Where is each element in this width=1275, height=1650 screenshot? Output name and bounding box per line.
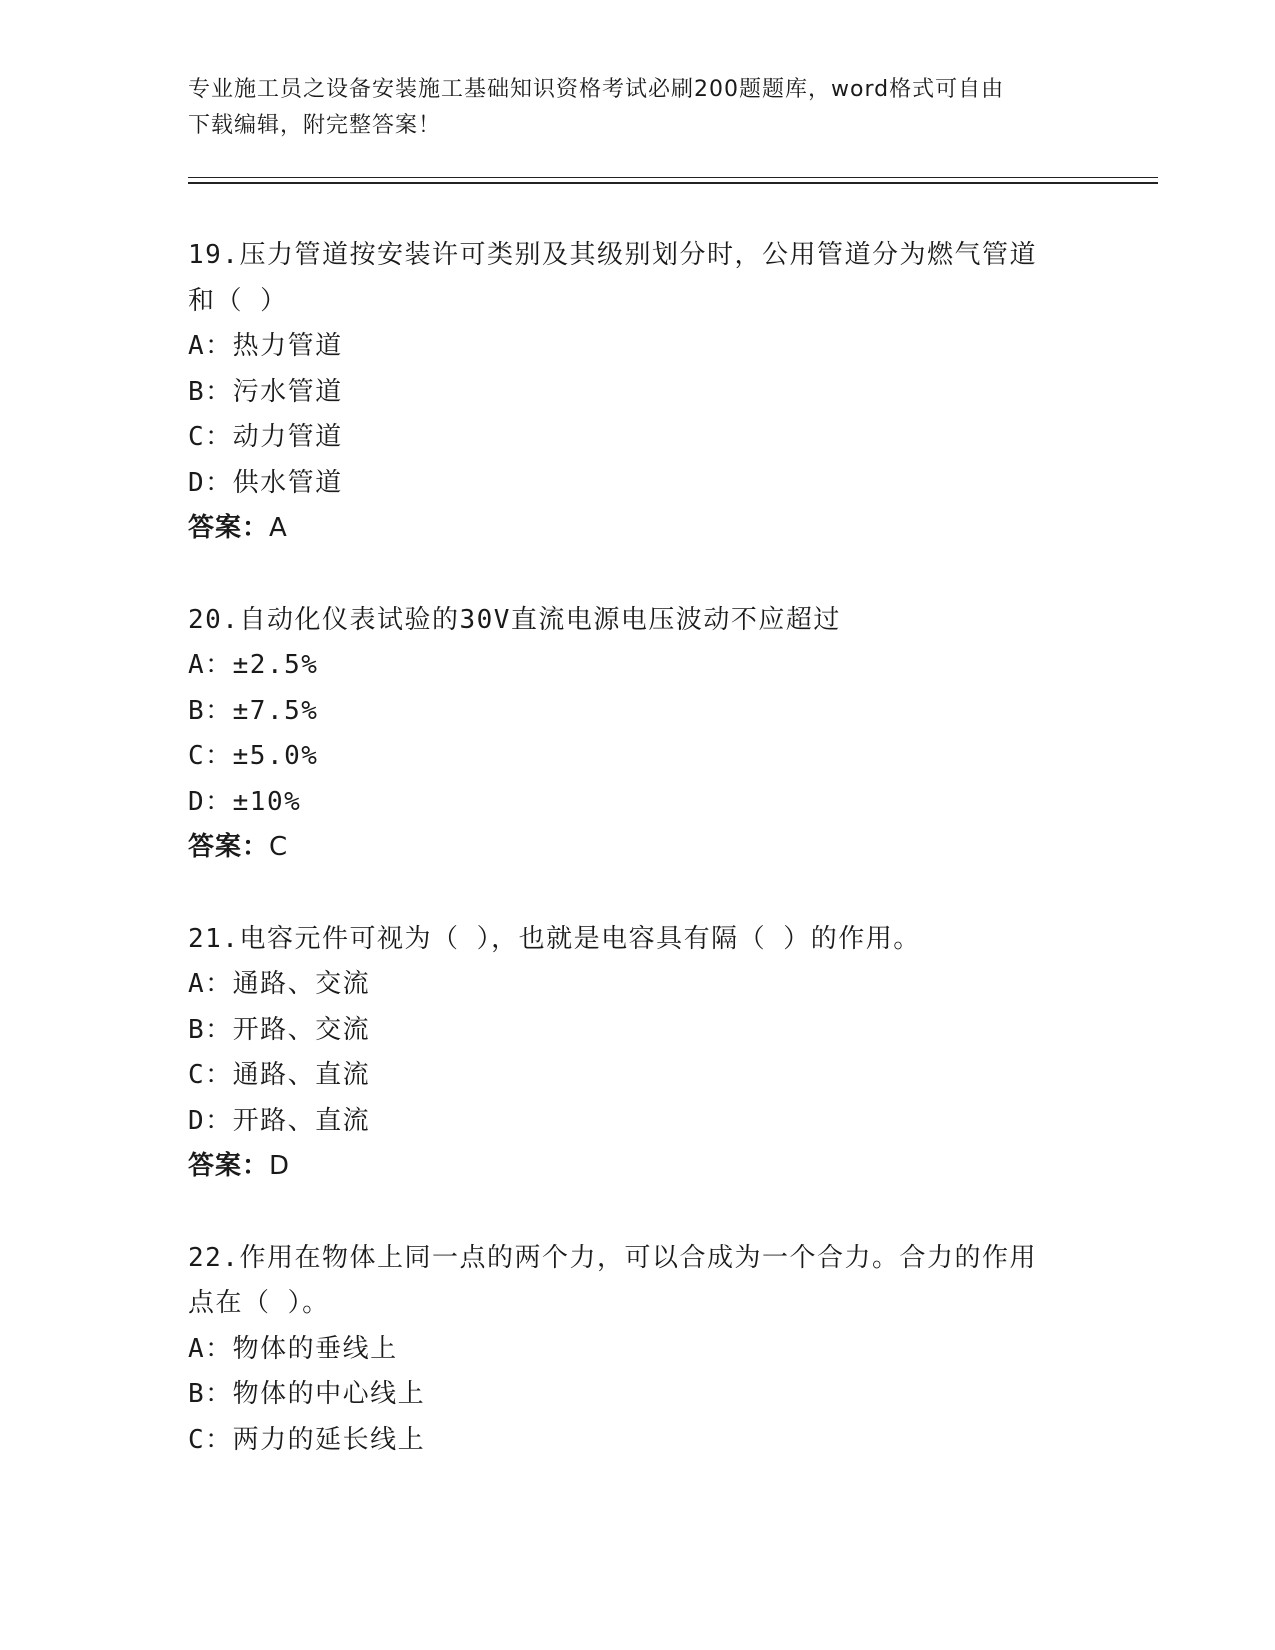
header-line-2: 下载编辑，附完整答案！ bbox=[188, 113, 442, 138]
question-20 bbox=[188, 598, 1088, 871]
answer-value: C bbox=[269, 832, 289, 862]
option-a: A：±2.5% bbox=[188, 650, 319, 680]
option-a: A：物体的垂线上 bbox=[188, 1333, 398, 1364]
option-c: C：通路、直流 bbox=[188, 1060, 371, 1090]
answer bbox=[188, 825, 1088, 871]
option-c: C：两力的延长线上 bbox=[188, 1424, 426, 1455]
answer-label: 答案： bbox=[188, 832, 270, 862]
option-b: B：开路、交流 bbox=[188, 1014, 371, 1045]
answer-label: 答案： bbox=[188, 513, 270, 543]
option-b: B：±7.5% bbox=[188, 695, 319, 726]
question-19 bbox=[188, 233, 1088, 552]
question-text-line-1: 19.压力管道按安装许可类别及其级别划分时，公用管道分为燃气管道 bbox=[188, 240, 1037, 270]
option-d: D：开路、直流 bbox=[188, 1105, 371, 1136]
option-c: C：±5.0% bbox=[188, 741, 319, 771]
header-divider-thick bbox=[188, 182, 1158, 184]
option-d: D：±10% bbox=[188, 786, 302, 817]
header-line-1: 专业施工员之设备安装施工基础知识资格考试必刷200题题库，word格式可自由 bbox=[188, 77, 1005, 102]
question-text-line-1: 22.作用在物体上同一点的两个力，可以合成为一个合力。合力的作用 bbox=[188, 1242, 1037, 1273]
question-list bbox=[188, 233, 1088, 1509]
answer-value: D bbox=[269, 1151, 291, 1181]
question-21 bbox=[188, 917, 1088, 1190]
answer-label: 答案： bbox=[188, 1151, 270, 1181]
answer-value: A bbox=[269, 513, 288, 543]
question-22 bbox=[188, 1236, 1088, 1464]
option-b: B：物体的中心线上 bbox=[188, 1379, 426, 1409]
question-text-line-2: 和（ ） bbox=[188, 285, 288, 316]
question-text-line-1: 20.自动化仪表试验的30V直流电源电压波动不应超过 bbox=[188, 604, 841, 635]
answer bbox=[188, 506, 1088, 552]
question-text-line-1: 21.电容元件可视为（ ），也就是电容具有隔（ ）的作用。 bbox=[188, 923, 921, 954]
option-b: B：污水管道 bbox=[188, 376, 343, 407]
answer bbox=[188, 1144, 1088, 1190]
option-c: C：动力管道 bbox=[188, 422, 343, 452]
question-text-line-2: 点在（ ）。 bbox=[188, 1288, 330, 1318]
document-header bbox=[188, 72, 1088, 144]
header-divider-thin bbox=[188, 177, 1158, 178]
option-a: A：热力管道 bbox=[188, 331, 343, 361]
option-d: D：供水管道 bbox=[188, 467, 343, 498]
option-a: A：通路、交流 bbox=[188, 969, 371, 999]
